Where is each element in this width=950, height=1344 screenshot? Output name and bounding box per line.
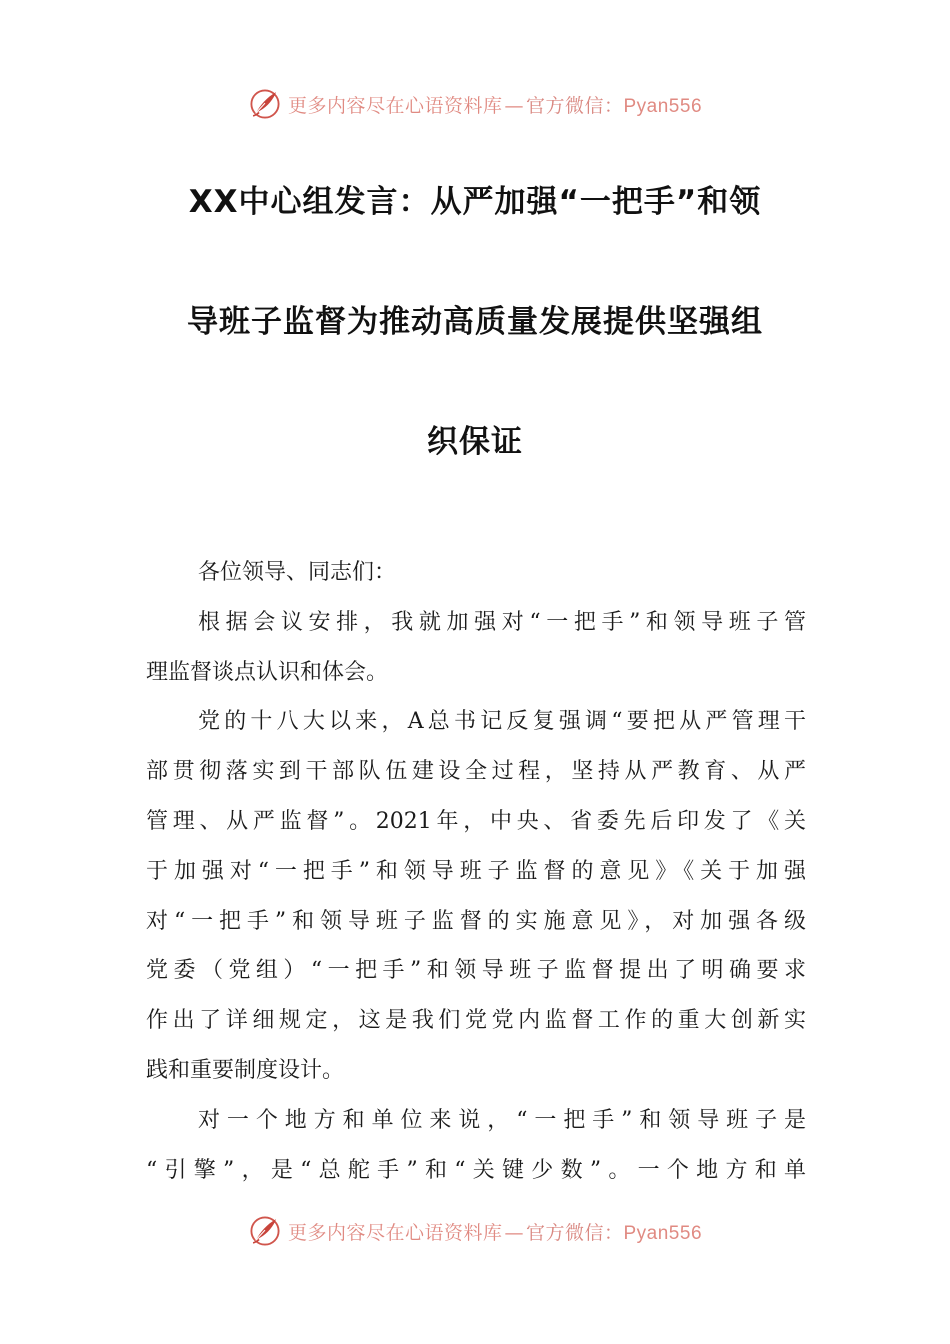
watermark-wechat-label: 官方微信：	[525, 1221, 624, 1244]
document-title-line-2: 导班子监督为推动高质量发展提供坚强组	[187, 304, 763, 340]
body-line: 管理、从严监督”。2021年，中央、省委先后印发了《关	[146, 808, 806, 834]
watermark-wechat-id: Pyan556	[623, 95, 703, 117]
watermark-site-text: 更多内容尽在心语资料库	[287, 1221, 503, 1244]
watermark-text	[288, 91, 702, 118]
body-line: 对一个地方和单位来说，“一把手”和领导班子是	[198, 1107, 806, 1133]
body-line: 党委（党组）“一把手”和领导班子监督提出了明确要求	[146, 958, 806, 984]
body-line: 各位领导、同志们：	[198, 560, 397, 585]
watermark-dash: —	[504, 1221, 524, 1244]
document-title-line-3: 织保证	[427, 424, 523, 460]
body-line: 理监督谈点认识和体会。	[146, 659, 389, 685]
watermark-wechat-label: 官方微信：	[525, 94, 624, 117]
body-line: 作出了详细规定，这是我们党党内监督工作的重大创新实	[146, 1008, 806, 1034]
body-line: 于加强对“一把手”和领导班子监督的意见》《关于加强	[146, 858, 806, 884]
body-line: “引擎”，是“总舵手”和“关键少数”。一个地方和单	[146, 1157, 806, 1183]
watermark-wechat-id: Pyan556	[623, 1222, 703, 1244]
header-watermark	[0, 84, 950, 124]
body-line: 对“一把手”和领导班子监督的实施意见》，对加强各级	[146, 908, 806, 934]
watermark-text	[288, 1218, 702, 1245]
document-title-line-1: XX中心组发言：从严加强“一把手”和领	[188, 184, 762, 220]
document-body	[146, 548, 806, 1195]
body-line: 党的十八大以来，A总书记反复强调“要把从严管理干	[198, 709, 806, 735]
watermark-dash: —	[504, 94, 524, 117]
watermark-site-text: 更多内容尽在心语资料库	[287, 94, 503, 117]
quill-pen-circle-icon	[248, 87, 282, 121]
body-line: 部贯彻落实到干部队伍建设全过程，坚持从严教育、从严	[146, 759, 806, 785]
quill-pen-circle-icon	[248, 1214, 282, 1248]
body-line: 根据会议安排，我就加强对“一把手”和领导班子管	[198, 609, 806, 635]
body-line: 践和重要制度设计。	[146, 1057, 345, 1083]
footer-watermark	[0, 1211, 950, 1251]
